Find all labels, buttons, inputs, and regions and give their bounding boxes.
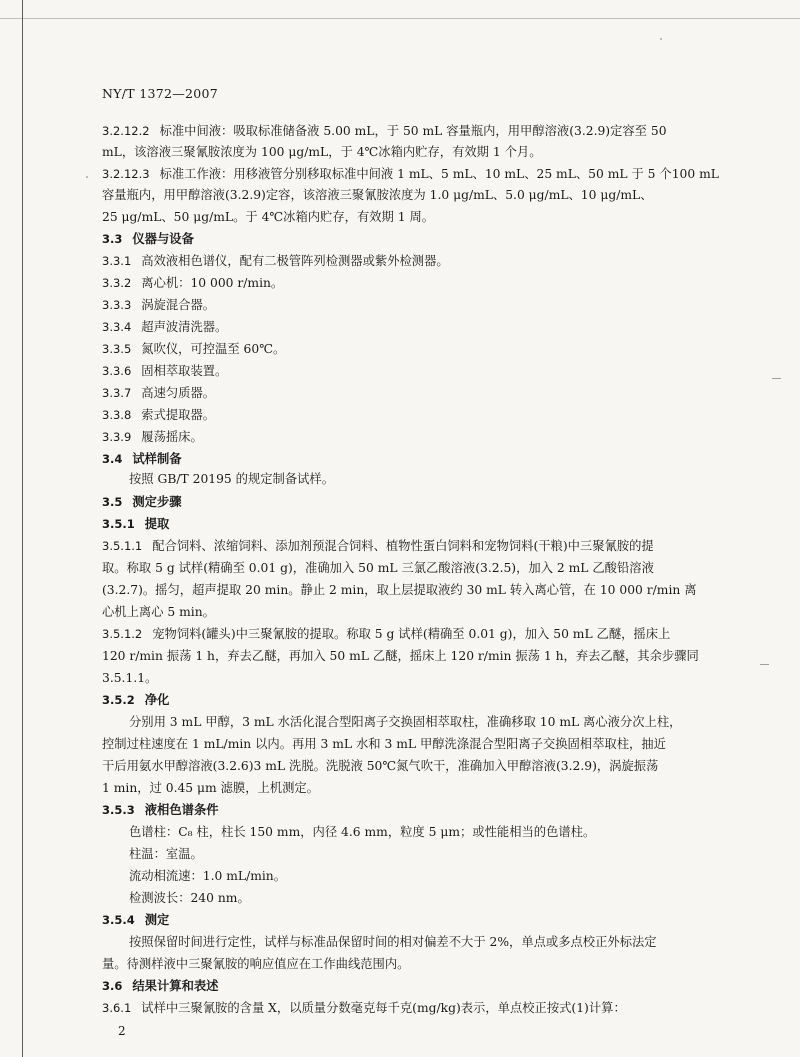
clause-text: 固相萃取装置。 — [141, 364, 228, 378]
line-5 — [102, 209, 434, 225]
clause-number: 3.5.1.2 — [102, 627, 143, 641]
clause-text: 按照保留时间进行定性，试样与标准品保留时间的相对偏差不大于 2%，单点或多点校正外标法定 — [129, 935, 657, 949]
clause-number: 3.3.8 — [102, 408, 132, 422]
clause-number: 3.3.4 — [102, 320, 132, 334]
line-38 — [129, 934, 657, 950]
line-11 — [102, 341, 285, 357]
scan-speck — [660, 38, 662, 40]
clause-text: 心机上离心 5 min。 — [102, 605, 215, 619]
line-29 — [102, 736, 666, 752]
clause-text: 按照 GB/T 20195 的规定制备试样。 — [129, 472, 335, 486]
scan-mark — [772, 378, 781, 379]
line-1 — [102, 123, 667, 139]
clause-text: 氮吹仪，可控温至 60℃。 — [141, 342, 286, 356]
standard-code-header: NY/T 1372—2007 — [102, 86, 219, 101]
line-14 — [102, 407, 215, 423]
section-title: 净化 — [144, 692, 170, 707]
line-6 — [102, 231, 194, 247]
section-title: 仪器与设备 — [132, 231, 194, 246]
clause-text: 25 μg/mL、50 μg/mL。于 4℃冰箱内贮存，有效期 1 周。 — [102, 210, 435, 224]
clause-number: 3.3.9 — [102, 430, 132, 444]
clause-text: 流动相流速：1.0 mL/min。 — [129, 869, 287, 883]
line-36 — [129, 890, 250, 906]
page-number: 2 — [118, 1024, 126, 1038]
line-40 — [102, 978, 218, 994]
clause-number: 3.3.3 — [102, 298, 132, 312]
line-31 — [102, 780, 319, 796]
clause-number: 3.2.12.3 — [102, 167, 150, 181]
clause-text: 3.5.1.1。 — [102, 671, 158, 685]
section-title: 测定 — [144, 912, 170, 927]
clause-number: 3.5.1.1 — [102, 539, 143, 553]
line-35 — [129, 868, 286, 884]
line-25 — [102, 648, 699, 664]
section-title: 试样制备 — [132, 451, 182, 466]
clause-number: 3.2.12.2 — [102, 124, 150, 138]
clause-text: (3.2.7)。摇匀，超声提取 20 min。静止 2 min，取上层提取液约 30 mL 转入离心管，在 10 000 r/min 离 — [102, 583, 697, 597]
line-33 — [129, 824, 595, 840]
line-20 — [102, 538, 654, 554]
section-number: 3.3 — [102, 232, 123, 246]
line-28 — [129, 714, 681, 730]
clause-text: 容量瓶内，用甲醇溶液(3.2.9)定容，该溶液三聚氰胺浓度为 1.0 μg/mL、5.0 μg/mL、10 μg/mL、 — [102, 188, 653, 202]
line-34 — [129, 846, 203, 862]
line-19 — [102, 516, 169, 532]
line-41 — [102, 1000, 626, 1016]
clause-number: 3.3.7 — [102, 386, 132, 400]
line-18 — [102, 494, 182, 510]
line-8 — [102, 275, 283, 291]
line-39 — [102, 956, 409, 972]
clause-number: 3.3.6 — [102, 364, 132, 378]
clause-text: 干后用氨水甲醇溶液(3.2.6)3 mL 洗脱。洗脱液 50℃氮气吹干，准确加入甲醇溶液(3.2.9)，涡旋振荡 — [102, 759, 659, 773]
clause-number: 3.3.2 — [102, 276, 132, 290]
clause-text: 1 min，过 0.45 μm 滤膜，上机测定。 — [102, 781, 319, 795]
clause-text: 高效液相色谱仪，配有二极管阵列检测器或紫外检测器。 — [141, 254, 449, 268]
clause-text: 离心机：10 000 r/min。 — [141, 276, 284, 290]
line-16 — [102, 451, 182, 467]
section-number: 3.5.3 — [102, 803, 135, 817]
line-32 — [102, 802, 219, 818]
clause-text: 分别用 3 mL 甲醇，3 mL 水活化混合型阳离子交换固相萃取柱，准确移取 10 mL 离心液分次上柱， — [129, 715, 682, 729]
section-title: 提取 — [144, 516, 170, 531]
clause-text: 量。待测样液中三聚氰胺的响应值应在工作曲线范围内。 — [102, 957, 410, 971]
line-13 — [102, 385, 215, 401]
section-number: 3.5.1 — [102, 517, 135, 531]
clause-text: 试样中三聚氰胺的含量 X，以质量分数毫克每千克(mg/kg)表示，单点校正按式(1)计算： — [141, 1001, 626, 1015]
clause-text: 色谱柱：C₈ 柱，柱长 150 mm，内径 4.6 mm，粒度 5 μm；或性能相当的色谱柱。 — [129, 825, 596, 839]
line-26 — [102, 670, 157, 686]
line-27 — [102, 692, 169, 708]
clause-text: 高速匀质器。 — [141, 386, 216, 400]
section-number: 3.5.2 — [102, 693, 135, 707]
clause-number: 3.3.1 — [102, 254, 132, 268]
line-21 — [102, 560, 654, 576]
line-4 — [102, 187, 653, 203]
clause-text: 索式提取器。 — [141, 408, 216, 422]
clause-text: 宠物饲料(罐头)中三聚氰胺的提取。称取 5 g 试样(精确至 0.01 g)，加入 50 mL 乙醚，摇床上 — [152, 627, 671, 641]
line-22 — [102, 582, 697, 598]
clause-text: 控制过柱速度在 1 mL/min 以内。再用 3 mL 水和 3 mL 甲醇洗涤混合型阳离子交换固相萃取柱，抽近 — [102, 737, 666, 751]
line-24 — [102, 626, 670, 642]
clause-text: 柱温：室温。 — [129, 847, 203, 861]
section-title: 结果计算和表述 — [132, 978, 219, 993]
clause-text: 检测波长：240 nm。 — [129, 891, 250, 905]
scan-speck — [86, 176, 88, 178]
clause-number: 3.6.1 — [102, 1001, 132, 1015]
line-9 — [102, 297, 215, 313]
section-title: 液相色谱条件 — [144, 802, 219, 817]
line-2 — [102, 144, 542, 160]
section-title: 测定步骤 — [132, 494, 182, 509]
clause-text: 120 r/min 振荡 1 h，弃去乙醚，再加入 50 mL 乙醚，摇床上 120 r/min 振荡 1 h，弃去乙醚，其余步骤同 — [102, 649, 699, 663]
line-10 — [102, 319, 227, 335]
section-number: 3.4 — [102, 452, 123, 466]
clause-text: 涡旋混合器。 — [141, 298, 216, 312]
scan-mark — [760, 664, 769, 665]
clause-text: 标准中间液：吸取标准储备液 5.00 mL，于 50 mL 容量瓶内，用甲醇溶液(3.2.9)定容至 50 — [159, 124, 667, 138]
line-3 — [102, 166, 719, 182]
clause-text: mL，该溶液三聚氰胺浓度为 100 μg/mL，于 4℃冰箱内贮存，有效期 1 个月。 — [102, 145, 542, 159]
line-30 — [102, 758, 658, 774]
section-number: 3.6 — [102, 979, 123, 993]
line-12 — [102, 363, 227, 379]
line-37 — [102, 912, 169, 928]
section-number: 3.5 — [102, 495, 123, 509]
clause-text: 履荡摇床。 — [141, 430, 203, 444]
section-number: 3.5.4 — [102, 913, 135, 927]
line-15 — [102, 429, 203, 445]
clause-text: 取。称取 5 g 试样(精确至 0.01 g)，准确加入 50 mL 三氯乙酸溶液(3.2.5)，加入 2 mL 乙酸铅溶液 — [102, 561, 654, 575]
clause-number: 3.3.5 — [102, 342, 132, 356]
line-7 — [102, 253, 449, 269]
clause-text: 配合饲料、浓缩饲料、添加剂预混合饲料、植物性蛋白饲料和宠物饲料(干粮)中三聚氰胺的提 — [152, 539, 654, 553]
line-17 — [129, 471, 334, 487]
clause-text: 标准工作液：用移液管分别移取标准中间液 1 mL、5 mL、10 mL、25 mL、50 mL 于 5 个100 mL — [159, 167, 719, 181]
line-23 — [102, 604, 215, 620]
clause-text: 超声波清洗器。 — [141, 320, 228, 334]
